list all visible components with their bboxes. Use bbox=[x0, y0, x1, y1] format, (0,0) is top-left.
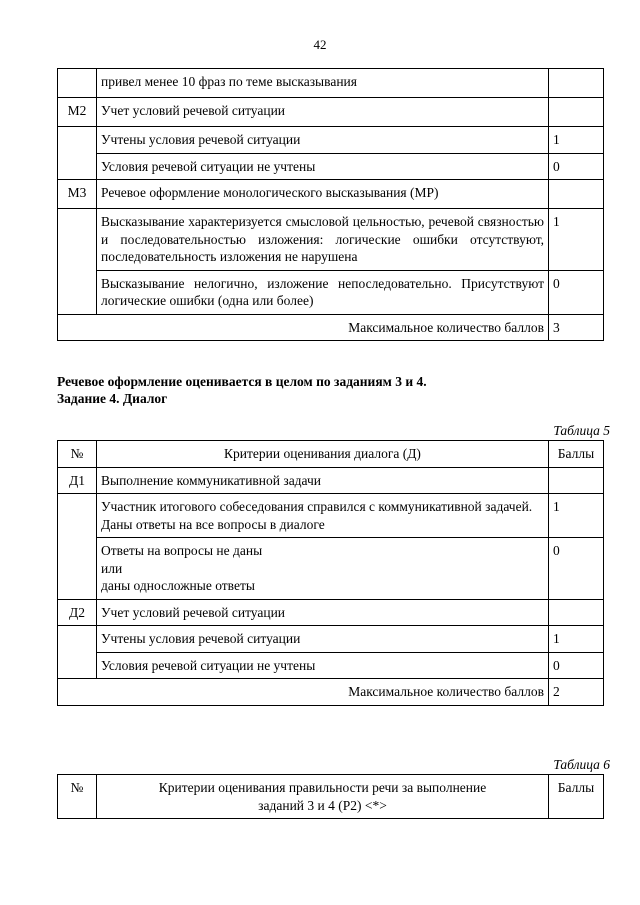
header-criteria: Критерии оценивания диалога (Д) bbox=[97, 441, 549, 468]
table-row bbox=[58, 467, 604, 494]
total-row bbox=[58, 314, 604, 341]
criterion-score bbox=[549, 98, 604, 127]
criterion-score bbox=[549, 180, 604, 209]
page-number: 42 bbox=[313, 37, 327, 52]
criterion-score: 1 bbox=[549, 494, 604, 538]
criterion-text-line: Участник итогового собеседования справился с коммуникативной задачей. bbox=[101, 499, 533, 515]
header-criteria bbox=[97, 775, 549, 819]
criterion-text-line: Ответы на вопросы не даны bbox=[101, 543, 263, 559]
total-row bbox=[58, 679, 604, 706]
header-criteria-line: заданий 3 и 4 (Р2) <*> bbox=[258, 797, 387, 813]
table-row bbox=[58, 153, 604, 180]
table-row bbox=[58, 127, 604, 154]
table-header-row bbox=[58, 775, 604, 819]
criterion-text: привел менее 10 фраз по теме высказывания bbox=[97, 69, 549, 98]
criterion-text: Высказывание нелогично, изложение непоследовательно. Присутствуют логические ошибки (одна или более) bbox=[97, 270, 549, 314]
criterion-score: 0 bbox=[549, 153, 604, 180]
total-label: Максимальное количество баллов bbox=[58, 679, 549, 706]
table-caption: Таблица 5 bbox=[553, 423, 610, 438]
dialogue-criteria-table bbox=[57, 440, 604, 706]
criterion-code bbox=[58, 209, 97, 315]
criterion-code bbox=[58, 127, 97, 180]
table-row bbox=[58, 538, 604, 600]
criterion-text-line: или bbox=[101, 560, 123, 576]
criterion-text: Учтены условия речевой ситуации bbox=[97, 626, 549, 653]
table-row bbox=[58, 270, 604, 314]
criterion-score: 0 bbox=[549, 270, 604, 314]
criterion-heading: Речевое оформление монологического высказывания (МР) bbox=[97, 180, 549, 209]
criterion-score: 0 bbox=[549, 538, 604, 600]
table-row bbox=[58, 98, 604, 127]
header-points: Баллы bbox=[549, 441, 604, 468]
table-row bbox=[58, 209, 604, 271]
total-label: Максимальное количество баллов bbox=[58, 314, 549, 341]
speech-correctness-table bbox=[57, 774, 604, 819]
criterion-code bbox=[58, 69, 97, 98]
criterion-score bbox=[549, 599, 604, 626]
note-line: Речевое оформление оценивается в целом по заданиям 3 и 4. bbox=[57, 374, 427, 389]
criterion-score: 1 bbox=[549, 209, 604, 271]
criterion-heading: Выполнение коммуникативной задачи bbox=[97, 467, 549, 494]
header-points: Баллы bbox=[549, 775, 604, 819]
criterion-code: Д2 bbox=[58, 599, 97, 626]
total-value: 3 bbox=[549, 314, 604, 341]
criterion-code: М2 bbox=[58, 98, 97, 127]
criterion-text bbox=[97, 538, 549, 600]
criterion-code: Д1 bbox=[58, 467, 97, 494]
header-criteria-line: Критерии оценивания правильности речи за выполнение bbox=[158, 780, 487, 795]
header-num: № bbox=[58, 441, 97, 468]
monologue-criteria-table bbox=[57, 68, 604, 341]
criterion-text: Условия речевой ситуации не учтены bbox=[97, 153, 549, 180]
criterion-score bbox=[549, 69, 604, 98]
table-row bbox=[58, 180, 604, 209]
table-row bbox=[58, 652, 604, 679]
table-row bbox=[58, 599, 604, 626]
table-row bbox=[58, 626, 604, 653]
total-value: 2 bbox=[549, 679, 604, 706]
criterion-text-line: даны односложные ответы bbox=[101, 578, 255, 594]
criterion-heading: Учет условий речевой ситуации bbox=[97, 98, 549, 127]
criterion-score bbox=[549, 467, 604, 494]
criterion-heading: Учет условий речевой ситуации bbox=[97, 599, 549, 626]
criterion-text: Высказывание характеризуется смысловой цельностью, речевой связностью и последовательностью изложения: логические ошибки отсутствуют, последовательность изложения не нарушена bbox=[97, 209, 549, 271]
criterion-score: 0 bbox=[549, 652, 604, 679]
header-num: № bbox=[58, 775, 97, 819]
table-row bbox=[58, 69, 604, 98]
table-caption: Таблица 6 bbox=[553, 757, 610, 772]
criterion-text: Учтены условия речевой ситуации bbox=[97, 127, 549, 154]
criterion-code bbox=[58, 494, 97, 600]
section-heading: Задание 4. Диалог bbox=[57, 391, 168, 406]
criterion-code bbox=[58, 626, 97, 679]
criterion-text bbox=[97, 494, 549, 538]
criterion-score: 1 bbox=[549, 127, 604, 154]
table-row bbox=[58, 494, 604, 538]
table-header-row bbox=[58, 441, 604, 468]
criterion-score: 1 bbox=[549, 626, 604, 653]
criterion-text: Условия речевой ситуации не учтены bbox=[97, 652, 549, 679]
criterion-text-line: Даны ответы на все вопросы в диалоге bbox=[101, 516, 325, 532]
criterion-code: М3 bbox=[58, 180, 97, 209]
